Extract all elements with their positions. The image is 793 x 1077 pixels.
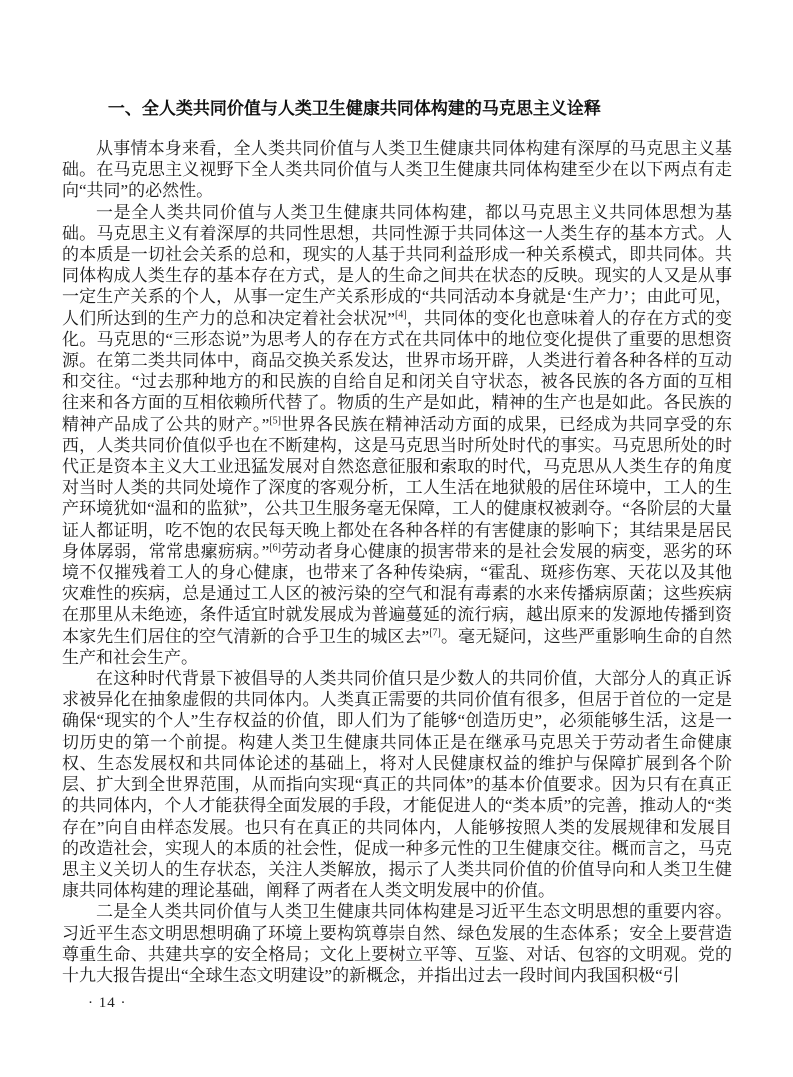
- text-run: 。毫无疑问，这些严重影响生命的自然生产和社会生产。: [62, 626, 732, 667]
- paragraph: [62, 138, 732, 202]
- paragraph: [62, 668, 732, 901]
- citation-marker: [7]: [429, 627, 441, 639]
- section-heading: 一、全人类共同价值与人类卫生健康共同体构建的马克思主义诠释: [107, 99, 601, 118]
- text-run: 二是全人类共同价值与人类卫生健康共同体构建是习近平生态文明思想的重要内容。习近平生态文明思想明确了环境上要构筑尊崇自然、绿色发展的生态体系；安全上要营造尊重生命、共建共享的安全格局；文化上要树立平等、互鉴、对话、包容的文明观。党的十九大报告提出“全球生态文明建设”的新概念，并指出过去一段时间内我国积极“引: [62, 902, 732, 985]
- paragraph: [62, 202, 732, 668]
- text-run: 在这种时代背景下被倡导的人类共同价值只是少数人的共同价值，大部分人的真正诉求被异化在抽象虚假的共同体内。人类真正需要的共同价值有很多，但居于首位的一定是确保“现实的个人”生存权益的价值，即人们为了能够“创造历史”，必须能够生活，这是一切历史的第一个前提。构建人类卫生健康共同体正是在继承马克思关于劳动者生命健康权、生态发展权和共同体论述的基础上，将对人民健康权益的维护与保障扩展到各个阶层、扩大到全世界范围，从而指向实现“真正的共同体”的基本价值要求。因为只有在真正的共同体内，个人才能获得全面发展的手段，才能促进人的“类本质”的完善，推动人的“类存在”向自由样态发展。也只有在真正的共同体内，人能够按照人类的发展规律和发展目的改造社会，实现人的本质的社会性，促成一种多元性的卫生健康交往。概而言之，马克思主义关切人的生存状态，关注人类解放，揭示了人类共同价值的价值导向和人类卫生健康共同体构建的理论基础，阐释了两者在人类文明发展中的价值。: [62, 669, 732, 901]
- citation-marker: [5]: [269, 414, 281, 426]
- article-body: [62, 138, 732, 986]
- paragraph: [62, 901, 732, 986]
- text-run: 世界各民族在精神活动方面的成果，已经成为共同享受的东西，人类共同价值似乎也在不断建构，这是马克思当时所处时代的事实。马克思所处的时代正是资本主义大工业迅猛发展对自然恣意征服和索取的时代，马克思从人类生存的角度对当时人类的共同处境作了深度的客观分析，工人生活在地狱般的居住环境中，工人的生产环境犹如“温和的监狱”，公共卫生服务毫无保障，工人的健康权被剥夺。“各阶层的大量证人都证明，吃不饱的农民每天晚上都处在各种各样的有害健康的影响下；其结果是居民身体孱弱，常常患瘰疬病。”: [62, 414, 733, 561]
- citation-marker: [6]: [269, 542, 281, 554]
- text-run: 一是全人类共同价值与人类卫生健康共同体构建，都以马克思主义共同体思想为基础。马克思主义有着深厚的共同性思想，共同性源于共同体这一人类生存的基本方式。人的本质是一切社会关系的总和，现实的人基于共同利益形成一种关系模式，即共同体。共同体构成人类生存的基本存在方式，是人的生命之间共在状态的反映。现实的人又是从事一定生产关系的个人，从事一定生产关系形成的“共同活动本身就是‘生产力’；由此可见，人们所达到的生产力的总和决定着社会状况”: [62, 202, 732, 328]
- article: [62, 96, 732, 986]
- text-run: 从事情本身来看，全人类共同价值与人类卫生健康共同体构建有深厚的马克思主义基础。在马克思主义视野下全人类共同价值与人类卫生健康共同体构建至少在以下两点有走向“共同”的必然性。: [62, 139, 732, 201]
- text-run: 劳动者身心健康的损害带来的是社会发展的病变，恶劣的环境不仅摧残着工人的身心健康，也带来了各种传染病，“霍乱、斑疹伤寒、天花以及其他灾难性的疾病，总是通过工人区的被污染的空气和混有毒素的水来传播病原菌；这些疾病在那里从未绝迹，条件适宜时就发展成为普遍蔓延的流行病，越出原来的发源地传播到资本家先生们居住的空气清新的合乎卫生的城区去”: [62, 541, 733, 646]
- text-run: ，共同体的变化也意味着人的存在方式的变化。马克思的“三形态说”为思考人的存在方式在共同体中的地位变化提供了重要的思想资源。在第二类共同体中，商品交换关系发达，世界市场开辟，人类进行着各种各样的互动和交往。“过去那种地方的和民族的自给自足和闭关自守状态，被各民族的各方面的互相往来和各方面的互相依赖所代替了。物质的生产是如此，精神的生产也是如此。各民族的精神产品成了公共的财产。”: [62, 308, 732, 434]
- citation-marker: [4]: [394, 308, 407, 320]
- page-number: · 14 ·: [88, 995, 127, 1011]
